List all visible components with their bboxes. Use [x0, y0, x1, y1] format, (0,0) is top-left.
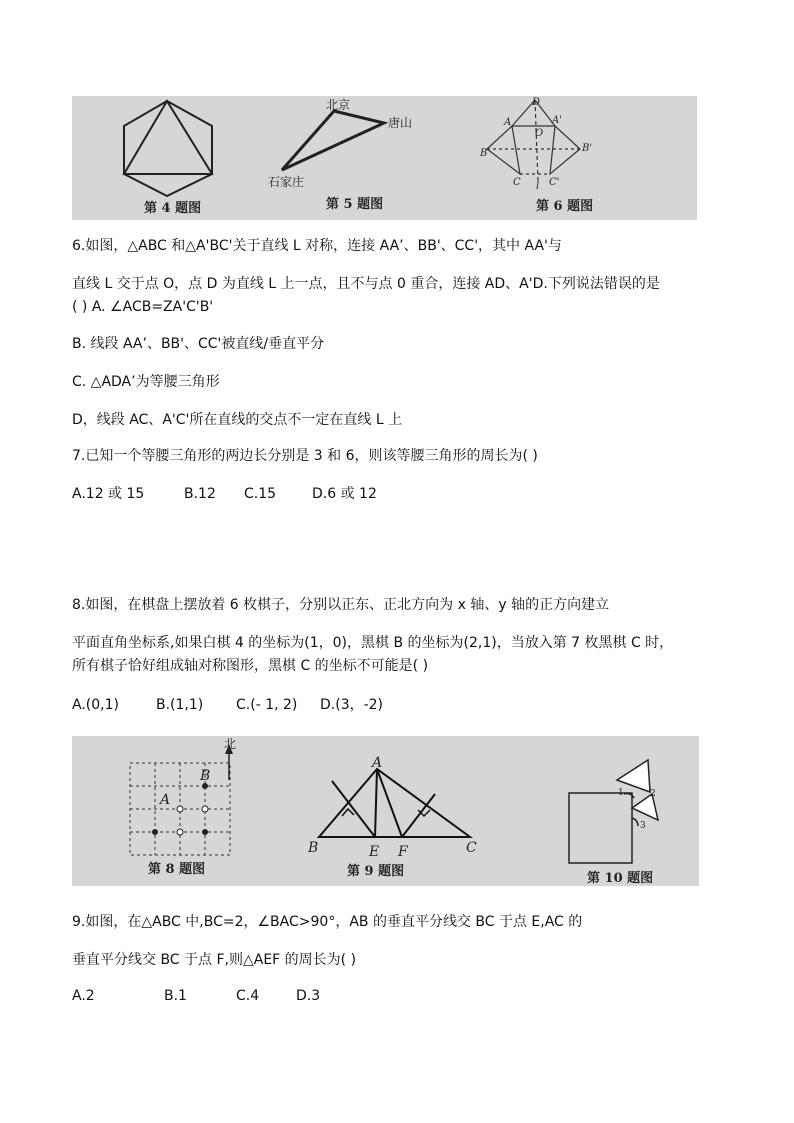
figure-4-hexagon [124, 101, 212, 196]
q8-options [72, 695, 383, 715]
label-shijiazhuang: 石家庄 [268, 175, 305, 189]
q8-option-a: A.(0,1) [72, 697, 119, 713]
figure-9-caption: 第 9 题图 [347, 864, 405, 879]
label-B-prime: B' [582, 143, 593, 154]
fig10-label-2: 2 [650, 789, 656, 799]
q8-line-2: 平面直角坐标系,如果白棋 4 的坐标为(1，0)，黑棋 B 的坐标为(2,1)，当放入第 7 枚黑棋 C 时， [72, 635, 674, 651]
q9-line-1: 9.如图，在△ABC 中,BC=2，∠BAC>90°，AB 的垂直平分线交 BC 于点 E,AC 的 [72, 914, 583, 930]
label-C: C [513, 177, 521, 188]
q6-line-1: 6.如图，△ABC 和△A'BC'关于直线 L 对称，连接 AA’、BB'、CC'，其中 AA'与 [72, 238, 562, 254]
north-label: 北 [224, 737, 237, 751]
figure-strip-mid [72, 736, 699, 886]
fig8-label-B: B [200, 768, 211, 784]
figure-10-caption: 第 10 题图 [587, 871, 654, 886]
label-tangshan: 唐山 [388, 116, 413, 130]
fig9-label-E: E [369, 844, 380, 860]
label-beijing: 北京 [326, 98, 351, 112]
q6-line-2: 直线 L 交于点 O，点 D 为直线 L 上一点，且不与点 0 重合，连接 AD、A'D.下列说法错误的是 [72, 276, 660, 292]
q8-option-c: C.(- 1, 2) [236, 697, 298, 713]
label-A-prime: A' [552, 115, 562, 126]
fig9-label-B: B [308, 840, 319, 856]
q7-option-c: C.15 [244, 486, 277, 502]
label-l: l [536, 181, 540, 192]
figure-4-caption: 第 4 题图 [144, 201, 202, 216]
fig8-label-A: A [160, 792, 171, 808]
figure-5-caption: 第 5 题图 [326, 197, 384, 212]
figure-6-symmetry [487, 100, 580, 182]
label-D: D [532, 97, 541, 108]
q9-options [72, 986, 320, 1006]
fig9-label-A: A [372, 755, 383, 771]
q8-line-3: 所有棋子恰好组成轴对称图形，黑棋 C 的坐标不可能是( ) [72, 658, 429, 674]
q9-option-b: B.1 [164, 988, 187, 1004]
label-C-prime: C' [549, 177, 560, 188]
q9-line-2: 垂直平分线交 BC 于点 F,则△AEF 的周长为( ) [72, 952, 357, 968]
q6-option-c: C. △ADA’为等腰三角形 [72, 374, 220, 390]
fig9-label-F: F [398, 844, 408, 860]
q6-option-b: B. 线段 AA’、BB'、CC'被直线/垂直平分 [72, 336, 325, 352]
q8-option-d: D.(3，-2) [320, 697, 384, 713]
figures-8-9-10 [72, 736, 699, 886]
figure-10-square [569, 760, 658, 863]
figure-6-caption: 第 6 题图 [536, 199, 594, 214]
q9-option-c: C.4 [236, 988, 260, 1004]
q9-option-d: D.3 [296, 988, 321, 1004]
label-O: O [535, 128, 544, 139]
figures-4-5-6 [72, 96, 697, 220]
q6-option-d: D，线段 AC、A'C'所在直线的交点不一定在直线 L 上 [72, 412, 403, 428]
q7-options [72, 484, 377, 504]
label-A: A [504, 117, 512, 128]
q7-option-b: B.12 [184, 486, 216, 502]
q6-line-3: ( ) A. ∠ACB=ZA'C'B' [72, 299, 214, 315]
fig10-label-1: 1 [618, 788, 624, 798]
figure-8-caption: 第 8 题图 [148, 862, 206, 877]
q7-option-a: A.12 或 15 [72, 486, 145, 502]
fig9-label-C: C [466, 840, 477, 856]
q7-line-1: 7.已知一个等腰三角形的两边长分别是 3 和 6，则该等腰三角形的周长为( ) [72, 448, 538, 464]
q7-option-d: D.6 或 12 [312, 486, 377, 502]
q9-option-a: A.2 [72, 988, 95, 1004]
q8-option-b: B.(1,1) [156, 697, 204, 713]
figure-5-map-triangle [282, 111, 384, 170]
figure-9-triangle [319, 769, 470, 837]
figure-strip-top [72, 96, 697, 220]
label-B: B [480, 148, 488, 159]
q8-line-1: 8.如图，在棋盘上摆放着 6 枚棋子，分别以正东、正北方向为 x 轴、y 轴的正方向建立 [72, 597, 610, 613]
fig10-label-3: 3 [640, 821, 646, 831]
